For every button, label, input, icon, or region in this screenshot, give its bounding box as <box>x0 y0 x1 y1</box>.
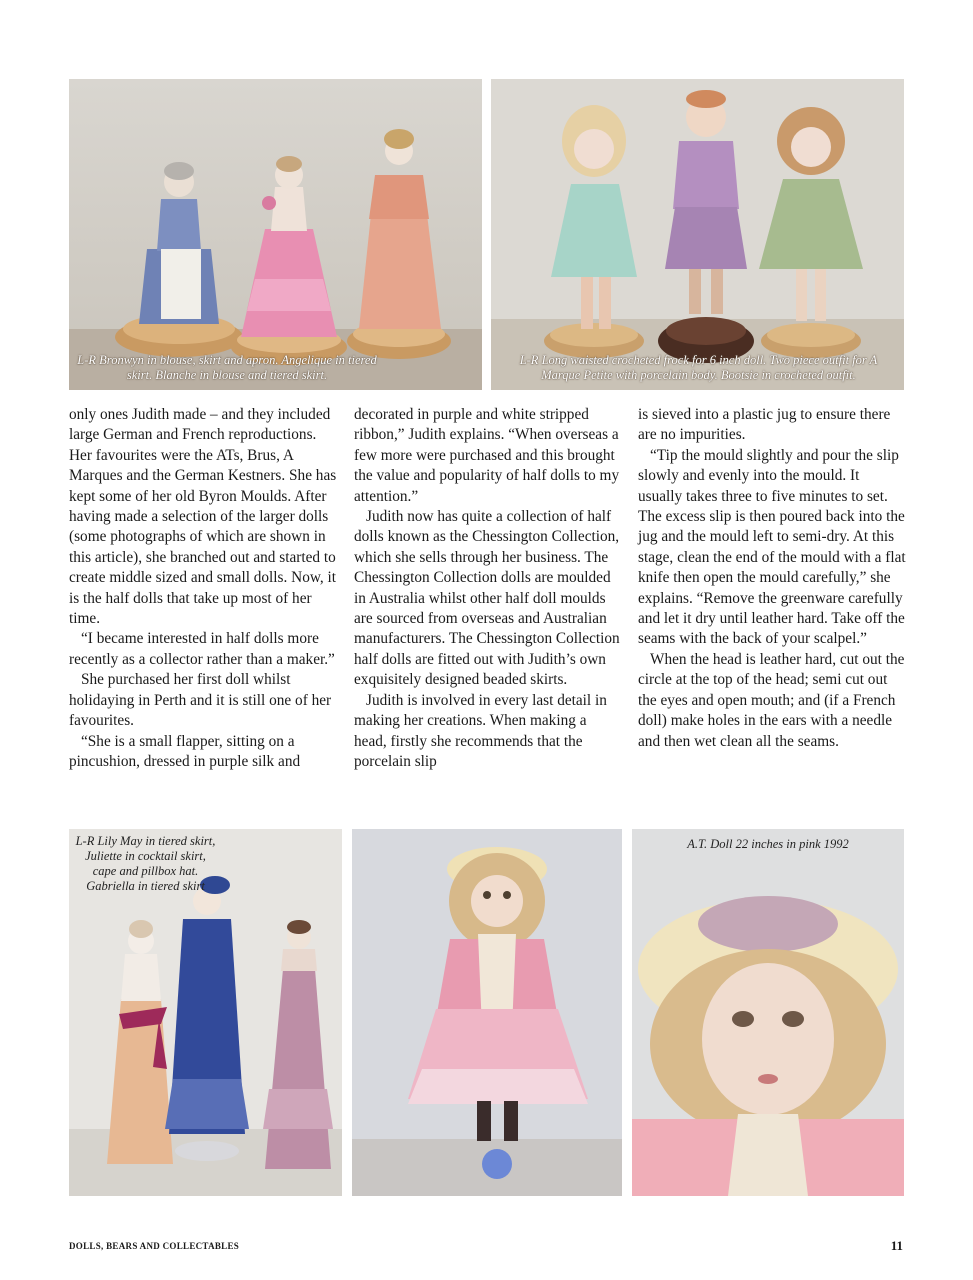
magazine-title: DOLLS, BEARS AND COLLECTABLES <box>69 1241 240 1251</box>
caption-half-dolls-top: L-R Bronwyn in blouse, skirt and apron. Angelique in tiered skirt. Blanche in blouse and tiered skirt. <box>77 353 377 382</box>
paragraph: only ones Judith made – and they included large German and French reproductions. Her favourites were the ATs, Brus, A Marques and the German Kestners. She has kept some of her old Byron Moulds. After having made a selection of the larger dolls (some photographs of which are shown in this article), she branched out and started to create middle sized and small dolls. Now, it is the half dolls that take up most of her time. <box>69 406 337 628</box>
photo-small-dolls-top <box>491 79 904 390</box>
article-column-1 <box>69 405 337 772</box>
paragraph: “She is a small flapper, sitting on a pincushion, dressed in purple silk and <box>69 732 301 770</box>
paragraph: is sieved into a plastic jug to ensure there are no impurities. <box>638 406 891 444</box>
photo-half-dolls-top <box>69 79 482 390</box>
photo-half-dolls-bottom <box>69 829 342 1196</box>
page-number: 11 <box>890 1238 903 1253</box>
paragraph: “I became interested in half dolls more recently as a collector rather than a maker.” <box>69 630 335 668</box>
paragraph: “Tip the mould slightly and pour the slip slowly and evenly into the mould. It usually takes three to five minutes to set. The excess slip is then poured back into the jug and the mould left to semi-dry. At this stage, clean the end of the mould with a flat knife then open the mould carefully,” she explains. “Remove the greenware carefully and let it dry until leather hard. Take off the seams with the back of your scalpel.” <box>638 446 906 648</box>
caption-small-dolls-top: L-R Long waisted crocheted frock for 6 inch doll. Two piece outfit for A Marque Petite with porcelain body. Bootsie in crocheted outfit. <box>519 353 878 382</box>
caption-half-dolls-bottom: L-R Lily May in tiered skirt, Juliette in cocktail skirt, cape and pillbox hat. Gabriella in tiered skirt <box>75 834 216 893</box>
photo-pink-doll-closeup <box>632 829 904 1196</box>
paragraph: Judith now has quite a collection of half dolls known as the Chessington Collection, which she sells through her business. The Chessington Collection dolls are moulded in Australia whilst other half doll moulds are sourced from overseas and Australian manufacturers. The Chessington Collection half dolls are fitted out with Judith’s own exquisitely designed beaded skirts. <box>354 508 620 689</box>
pink-doll-full-image <box>352 829 622 1196</box>
paragraph: She purchased her first doll whilst holidaying in Perth and it is still one of her favourites. <box>69 671 332 730</box>
photo-pink-doll-full <box>352 829 622 1196</box>
pink-doll-closeup-image <box>632 829 904 1196</box>
caption-pink-doll-closeup: A.T. Doll 22 inches in pink 1992 <box>687 837 849 851</box>
paragraph: Judith is involved in every last detail in making her creations. When making a head, firstly she recommends that the porcelain slip <box>354 691 607 770</box>
small-dolls-top-image <box>491 79 904 390</box>
paragraph: decorated in purple and white stripped ribbon,” Judith explains. “When overseas a few more were purchased and this brought the value and popularity of half dolls to my attention.” <box>354 406 620 505</box>
article-column-3 <box>638 405 906 752</box>
article-column-2 <box>354 405 622 772</box>
paragraph: When the head is leather hard, cut out the circle at the top of the head; semi cut out the eyes and open mouth; and (if a French doll) make holes in the ears with a needle and then wet clean all the seams. <box>638 650 905 750</box>
half-dolls-top-image <box>69 79 482 390</box>
